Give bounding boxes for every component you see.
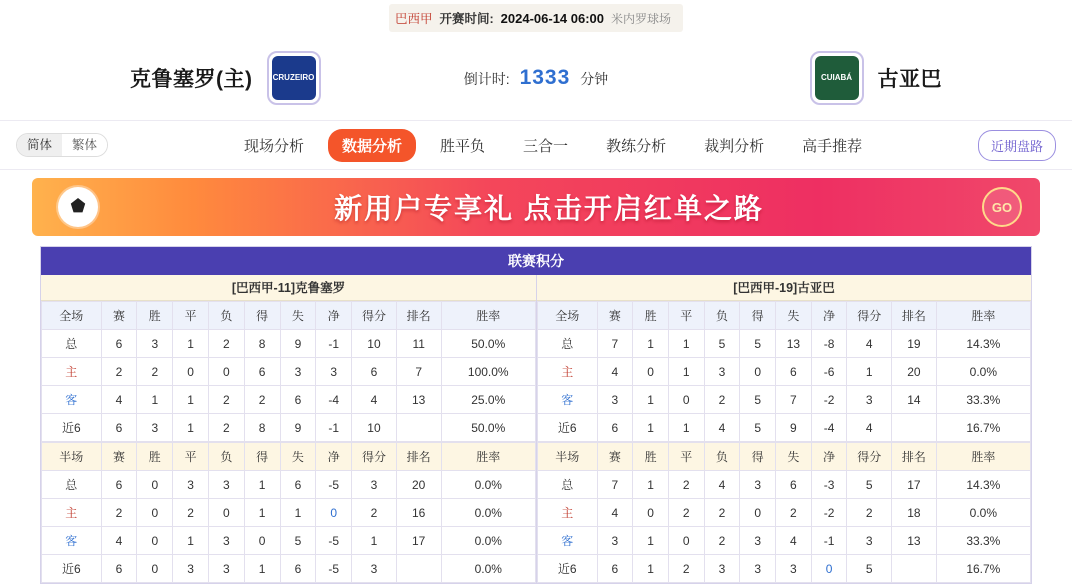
- recent-odds-button[interactable]: 近期盘路: [978, 130, 1056, 161]
- column-header: 失: [776, 302, 812, 330]
- table-cell: 1: [173, 414, 209, 442]
- column-header: 胜: [633, 302, 669, 330]
- column-header: 胜: [137, 302, 173, 330]
- row-label: 客: [42, 386, 102, 414]
- soccer-ball-icon: [58, 187, 98, 227]
- table-cell: 9: [280, 414, 316, 442]
- table-cell: [892, 414, 937, 442]
- table-cell: 4: [847, 414, 892, 442]
- table-cell: 4: [101, 527, 137, 555]
- table-cell: 3: [316, 358, 352, 386]
- league-tag: 巴西甲: [394, 12, 433, 26]
- column-header: 负: [208, 302, 244, 330]
- table-cell: 1: [352, 527, 397, 555]
- table-cell: 2: [668, 471, 704, 499]
- table-cell: 1: [847, 358, 892, 386]
- table-cell: 17: [892, 471, 937, 499]
- table-row: [538, 555, 1031, 583]
- table-cell: 0: [740, 358, 776, 386]
- table-cell: 16.7%: [936, 555, 1030, 583]
- home-half-table: [41, 442, 536, 583]
- row-label: 近6: [538, 555, 598, 583]
- table-cell: 3: [352, 471, 397, 499]
- promo-banner[interactable]: [32, 178, 1040, 236]
- table-cell: 3: [740, 527, 776, 555]
- table-cell: 0.0%: [441, 471, 535, 499]
- table-cell: 0: [740, 499, 776, 527]
- table-cell: 0.0%: [441, 555, 535, 583]
- table-cell: 2: [704, 386, 740, 414]
- table-cell: 10: [352, 414, 397, 442]
- table-cell: 2: [668, 555, 704, 583]
- column-header: 全场: [538, 302, 598, 330]
- table-cell: 0: [173, 358, 209, 386]
- table-cell: 50.0%: [441, 414, 535, 442]
- table-cell: -5: [316, 527, 352, 555]
- table-cell: -2: [811, 386, 847, 414]
- home-team-name: 克鲁塞罗(主): [130, 68, 253, 91]
- table-row: [42, 471, 536, 499]
- table-cell: 4: [704, 414, 740, 442]
- table-cell: 0: [208, 358, 244, 386]
- table-cell: 100.0%: [441, 358, 535, 386]
- column-header: 全场: [42, 302, 102, 330]
- table-cell: 20: [396, 471, 441, 499]
- column-header: 赛: [597, 443, 633, 471]
- table-cell: 0: [811, 555, 847, 583]
- column-header: 赛: [597, 302, 633, 330]
- table-cell: 3: [740, 471, 776, 499]
- table-cell: 6: [776, 471, 812, 499]
- table-cell: -1: [811, 527, 847, 555]
- table-cell: 4: [597, 358, 633, 386]
- table-row: [42, 527, 536, 555]
- table-row: [538, 471, 1031, 499]
- column-header: 得分: [847, 443, 892, 471]
- row-label: 主: [42, 358, 102, 386]
- table-row: [42, 358, 536, 386]
- table-cell: -4: [316, 386, 352, 414]
- column-header: 平: [668, 443, 704, 471]
- table-cell: 1: [633, 471, 669, 499]
- table-cell: -5: [316, 471, 352, 499]
- row-label: 近6: [42, 414, 102, 442]
- table-cell: 1: [668, 414, 704, 442]
- home-full-body: [42, 330, 536, 442]
- table-cell: 2: [704, 527, 740, 555]
- away-standings: [536, 275, 1031, 583]
- table-cell: 3: [280, 358, 316, 386]
- column-header: 胜率: [936, 302, 1030, 330]
- tab-expert-picks[interactable]: 高手推荐: [802, 137, 863, 155]
- table-cell: 0: [316, 499, 352, 527]
- row-label: 主: [538, 499, 598, 527]
- table-cell: 2: [101, 499, 137, 527]
- column-header: 半场: [42, 443, 102, 471]
- table-cell: 2: [137, 358, 173, 386]
- table-cell: 50.0%: [441, 330, 535, 358]
- home-half-body: [42, 471, 536, 583]
- column-header: 负: [704, 302, 740, 330]
- table-cell: 0: [668, 527, 704, 555]
- table-cell: 3: [173, 471, 209, 499]
- column-header: 得: [244, 302, 280, 330]
- table-cell: 16.7%: [936, 414, 1030, 442]
- table-cell: 3: [208, 527, 244, 555]
- column-header: 排名: [396, 443, 441, 471]
- column-header: 得: [244, 443, 280, 471]
- table-cell: 5: [280, 527, 316, 555]
- table-row: [538, 527, 1031, 555]
- away-crest-label: CUIABÁ: [815, 56, 859, 100]
- table-cell: 3: [740, 555, 776, 583]
- column-header: 排名: [892, 302, 937, 330]
- table-cell: 4: [597, 499, 633, 527]
- home-full-header-row: [42, 302, 536, 330]
- table-cell: 2: [208, 386, 244, 414]
- table-cell: 1: [173, 527, 209, 555]
- table-cell: 6: [101, 330, 137, 358]
- table-cell: 10: [352, 330, 397, 358]
- tab-data-analysis[interactable]: 数据分析: [328, 129, 416, 162]
- table-cell: 4: [776, 527, 812, 555]
- panel-title: 联赛积分: [41, 247, 1031, 275]
- table-cell: 18: [892, 499, 937, 527]
- table-cell: 1: [244, 471, 280, 499]
- column-header: 排名: [892, 443, 937, 471]
- table-cell: 6: [101, 555, 137, 583]
- table-cell: 1: [633, 386, 669, 414]
- table-cell: 5: [847, 555, 892, 583]
- column-header: 得分: [352, 443, 397, 471]
- table-cell: 14.3%: [936, 330, 1030, 358]
- table-cell: 1: [244, 499, 280, 527]
- row-label: 客: [42, 527, 102, 555]
- table-cell: 6: [352, 358, 397, 386]
- table-cell: 1: [173, 386, 209, 414]
- table-cell: 20: [892, 358, 937, 386]
- away-team: [810, 51, 943, 105]
- table-cell: 33.3%: [936, 386, 1030, 414]
- table-cell: 7: [597, 471, 633, 499]
- table-cell: 6: [597, 555, 633, 583]
- table-cell: 5: [740, 414, 776, 442]
- column-header: 得: [740, 302, 776, 330]
- table-row: [538, 330, 1031, 358]
- column-header: 净: [316, 302, 352, 330]
- table-cell: 7: [597, 330, 633, 358]
- table-cell: 3: [597, 386, 633, 414]
- table-cell: 2: [208, 414, 244, 442]
- column-header: 净: [316, 443, 352, 471]
- table-cell: 0: [137, 471, 173, 499]
- table-cell: 3: [208, 471, 244, 499]
- table-cell: 3: [704, 358, 740, 386]
- row-label: 客: [538, 527, 598, 555]
- league-standings-panel: [40, 246, 1032, 584]
- table-cell: 3: [847, 386, 892, 414]
- table-cell: 9: [776, 414, 812, 442]
- table-cell: 3: [776, 555, 812, 583]
- match-info: [389, 4, 683, 32]
- column-header: 胜率: [936, 443, 1030, 471]
- table-cell: 13: [892, 527, 937, 555]
- tab-live-analysis[interactable]: 现场分析: [244, 137, 305, 155]
- away-full-header-row: [538, 302, 1031, 330]
- table-cell: 6: [101, 414, 137, 442]
- home-half-header-row: [42, 443, 536, 471]
- column-header: 净: [811, 443, 847, 471]
- column-header: 赛: [101, 443, 137, 471]
- row-label: 主: [42, 499, 102, 527]
- table-cell: 4: [101, 386, 137, 414]
- away-full-body: [538, 330, 1031, 442]
- table-cell: 4: [704, 471, 740, 499]
- home-standings: [41, 275, 536, 583]
- table-cell: 1: [280, 499, 316, 527]
- column-header: 失: [776, 443, 812, 471]
- table-cell: 0: [633, 499, 669, 527]
- table-cell: 11: [396, 330, 441, 358]
- column-header: 胜率: [441, 443, 535, 471]
- away-full-table: [537, 301, 1031, 442]
- table-cell: 5: [704, 330, 740, 358]
- row-label: 总: [42, 471, 102, 499]
- table-cell: -3: [811, 471, 847, 499]
- table-cell: 0: [633, 358, 669, 386]
- row-label: 主: [538, 358, 598, 386]
- table-cell: 3: [208, 555, 244, 583]
- table-cell: 17: [396, 527, 441, 555]
- table-cell: -1: [316, 330, 352, 358]
- table-cell: 16: [396, 499, 441, 527]
- table-cell: 5: [740, 330, 776, 358]
- table-cell: 2: [704, 499, 740, 527]
- table-cell: -4: [811, 414, 847, 442]
- table-cell: 7: [776, 386, 812, 414]
- table-cell: 1: [668, 330, 704, 358]
- table-cell: 1: [668, 358, 704, 386]
- column-header: 平: [173, 302, 209, 330]
- table-cell: 6: [280, 555, 316, 583]
- home-crest-label: CRUZEIRO: [272, 56, 316, 100]
- table-cell: 3: [352, 555, 397, 583]
- table-cell: 6: [597, 414, 633, 442]
- table-cell: 6: [280, 471, 316, 499]
- column-header: 平: [173, 443, 209, 471]
- column-header: 负: [704, 443, 740, 471]
- table-cell: 1: [633, 555, 669, 583]
- table-cell: 0: [137, 527, 173, 555]
- table-row: [42, 555, 536, 583]
- row-label: 近6: [42, 555, 102, 583]
- table-cell: 2: [208, 330, 244, 358]
- table-cell: 0.0%: [441, 499, 535, 527]
- table-cell: 14.3%: [936, 471, 1030, 499]
- table-cell: 6: [101, 471, 137, 499]
- table-cell: 13: [396, 386, 441, 414]
- table-cell: 2: [173, 499, 209, 527]
- promo-banner-text: 新用户专享礼 点击开启红单之路: [334, 193, 764, 224]
- tab-referee-analysis[interactable]: 裁判分析: [704, 137, 765, 155]
- table-cell: 4: [847, 330, 892, 358]
- table-cell: 3: [173, 555, 209, 583]
- venue-name: 米内罗球场: [611, 11, 672, 26]
- table-cell: 1: [173, 330, 209, 358]
- table-row: [42, 499, 536, 527]
- table-cell: 0: [137, 555, 173, 583]
- away-team-crest-icon: [810, 51, 864, 105]
- table-cell: 0.0%: [936, 499, 1030, 527]
- row-label: 客: [538, 386, 598, 414]
- language-toggle[interactable]: [16, 133, 108, 157]
- table-cell: -2: [811, 499, 847, 527]
- table-cell: 2: [668, 499, 704, 527]
- countdown-unit: 分钟: [580, 71, 609, 87]
- table-cell: 1: [244, 555, 280, 583]
- table-cell: 6: [280, 386, 316, 414]
- teams-header: [0, 36, 1072, 120]
- table-cell: -1: [316, 414, 352, 442]
- away-half-table: [537, 442, 1031, 583]
- table-row: [538, 499, 1031, 527]
- column-header: 胜: [633, 443, 669, 471]
- table-cell: 1: [633, 414, 669, 442]
- column-header: 排名: [396, 302, 441, 330]
- table-cell: 2: [776, 499, 812, 527]
- table-cell: 3: [704, 555, 740, 583]
- table-cell: 8: [244, 330, 280, 358]
- column-header: 胜率: [441, 302, 535, 330]
- row-label: 总: [42, 330, 102, 358]
- table-cell: 1: [137, 386, 173, 414]
- table-row: [42, 386, 536, 414]
- kickoff-label: 开赛时间:: [439, 12, 494, 26]
- tab-three-in-one[interactable]: 三合一: [523, 137, 569, 155]
- table-cell: 1: [633, 330, 669, 358]
- table-cell: 0: [137, 499, 173, 527]
- table-cell: 2: [847, 499, 892, 527]
- countdown-value: 1333: [519, 66, 571, 89]
- table-cell: 19: [892, 330, 937, 358]
- away-half-body: [538, 471, 1031, 583]
- away-half-header-row: [538, 443, 1031, 471]
- table-cell: [892, 555, 937, 583]
- table-cell: 3: [847, 527, 892, 555]
- table-cell: 7: [396, 358, 441, 386]
- lang-simplified[interactable]: 简体: [17, 134, 62, 156]
- table-cell: [396, 555, 441, 583]
- countdown-label: 倒计时:: [463, 71, 510, 87]
- table-row: [538, 386, 1031, 414]
- table-cell: -8: [811, 330, 847, 358]
- table-cell: 9: [280, 330, 316, 358]
- column-header: 平: [668, 302, 704, 330]
- column-header: 赛: [101, 302, 137, 330]
- table-cell: 0.0%: [441, 527, 535, 555]
- away-team-name: 古亚巴: [877, 68, 942, 91]
- column-header: 净: [811, 302, 847, 330]
- table-row: [42, 330, 536, 358]
- table-cell: 5: [740, 386, 776, 414]
- table-cell: 3: [597, 527, 633, 555]
- row-label: 总: [538, 330, 598, 358]
- lang-traditional[interactable]: 繁体: [62, 134, 107, 156]
- column-header: 半场: [538, 443, 598, 471]
- table-cell: 3: [137, 414, 173, 442]
- table-cell: 2: [244, 386, 280, 414]
- table-row: [538, 358, 1031, 386]
- nav-items: [230, 129, 876, 162]
- column-header: 失: [280, 443, 316, 471]
- table-cell: 14: [892, 386, 937, 414]
- table-cell: 0: [208, 499, 244, 527]
- main-navbar: [0, 120, 1072, 170]
- match-info-bar: [0, 0, 1072, 36]
- promo-go-button[interactable]: GO: [982, 187, 1022, 227]
- table-cell: 3: [137, 330, 173, 358]
- column-header: 胜: [137, 443, 173, 471]
- table-cell: -5: [316, 555, 352, 583]
- table-cell: 5: [847, 471, 892, 499]
- away-standings-title: [巴西甲-19]古亚巴: [537, 275, 1031, 301]
- column-header: 得分: [847, 302, 892, 330]
- column-header: 失: [280, 302, 316, 330]
- table-cell: 0: [668, 386, 704, 414]
- kickoff-time: 2024-06-14 06:00: [500, 10, 605, 26]
- column-header: 负: [208, 443, 244, 471]
- table-row: [42, 414, 536, 442]
- table-cell: 1: [633, 527, 669, 555]
- row-label: 近6: [538, 414, 598, 442]
- column-header: 得分: [352, 302, 397, 330]
- table-cell: 0: [244, 527, 280, 555]
- table-cell: 2: [101, 358, 137, 386]
- table-cell: [396, 414, 441, 442]
- table-cell: 6: [776, 358, 812, 386]
- column-header: 得: [740, 443, 776, 471]
- tab-coach-analysis[interactable]: 教练分析: [606, 137, 667, 155]
- table-cell: 6: [244, 358, 280, 386]
- table-cell: 25.0%: [441, 386, 535, 414]
- row-label: 总: [538, 471, 598, 499]
- table-cell: 0.0%: [936, 358, 1030, 386]
- home-full-table: [41, 301, 536, 442]
- table-cell: 33.3%: [936, 527, 1030, 555]
- table-cell: 8: [244, 414, 280, 442]
- tab-win-draw-loss[interactable]: 胜平负: [440, 137, 486, 155]
- home-standings-title: [巴西甲-11]克鲁塞罗: [41, 275, 536, 301]
- table-row: [538, 414, 1031, 442]
- table-cell: 2: [352, 499, 397, 527]
- table-cell: 13: [776, 330, 812, 358]
- table-cell: 4: [352, 386, 397, 414]
- table-cell: -6: [811, 358, 847, 386]
